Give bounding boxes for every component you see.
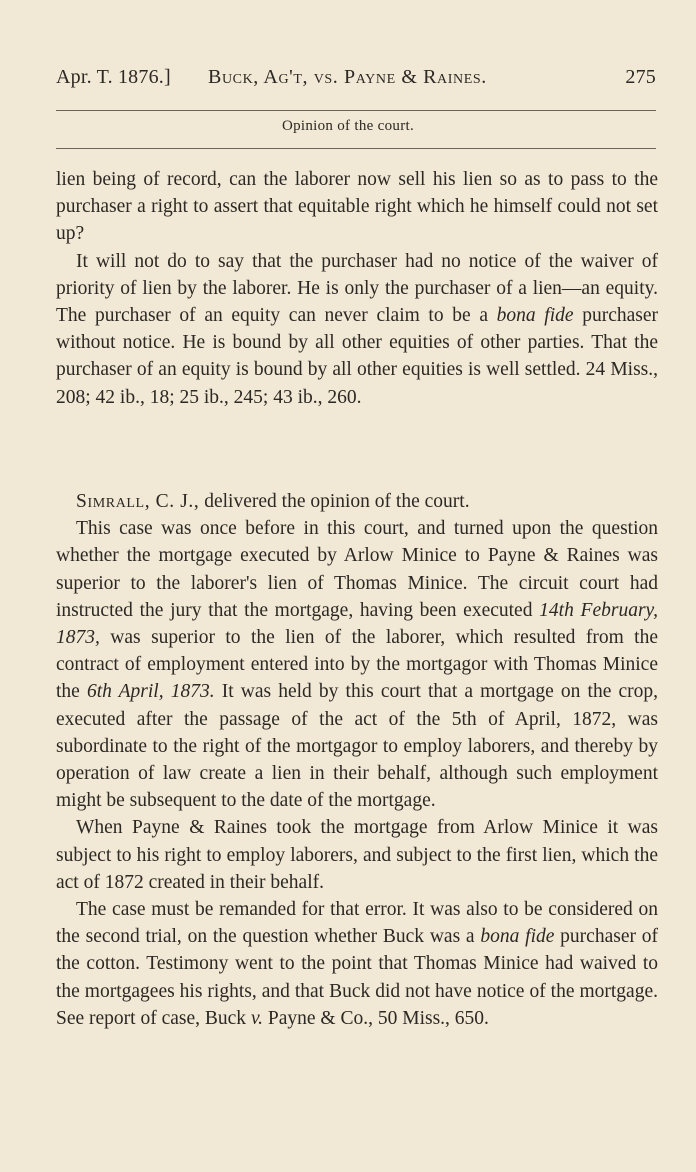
text-run: This case was once before in this court, and turned upon the question whether the mortgage executed by Arlow Minice to Payne & Raines was superior to the laborer's lien of Thomas Minice. The circuit court had instructed the jury that the mortgage, having been executed <box>56 518 658 621</box>
paragraph-continued: lien being of record, can the laborer now sell his lien so as to pass to the purchaser a right to assert that equitable right which he himself could not set up? <box>56 169 658 245</box>
bottom-rule-divider <box>56 148 656 149</box>
argument-text-block <box>56 166 658 411</box>
opinion-attribution <box>56 488 658 515</box>
text-run: purchaser without notice. He is bound by all other equities of other parties. That the purchaser of an equity is bound by all other equities is well settled. 24 Miss., 208; 42 ib., 18; 25 ib., 245; 43 ib., 260. <box>56 305 658 408</box>
running-head <box>56 66 660 94</box>
paragraph-case-history <box>56 515 658 814</box>
text-run: It will not do to say that the purchaser had no notice of the waiver of priority of lien by the laborer. He is only the purchaser of a lien—an equity. The purchaser of an equity can never claim to be a <box>56 250 658 327</box>
paragraph-remand <box>56 896 658 1032</box>
text-run: purchaser of the cotton. Testimony went to the point that Thomas Minice had waived to the mortgagees his rights, and that Buck did not have notice of the mortgage. See report of case, Buck <box>56 926 658 1029</box>
running-head-term: Apr. T. 1876.] <box>56 66 171 88</box>
paragraph-equity-argument <box>56 248 658 411</box>
text-run: It was held by this court that a mortgage on the crop, executed after the passage of the act of the 5th of April, 1872, was subordinate to the right of the mortgagor to employ laborers, and thereby by operation of law create a lien in their behalf, although such employment might be subsequent to the date of the mortgage. <box>56 681 659 812</box>
running-head-case-title: Buck, Ag't, vs. Payne & Raines. <box>208 66 487 88</box>
italic-text-run: 14th February, 1873, <box>56 599 658 649</box>
opinion-text-block <box>56 488 658 1032</box>
italic-text-run: 6th April, 1873. <box>86 681 215 703</box>
paragraph-mortgage-subject: When Payne & Raines took the mortgage from Arlow Minice it was subject to his right to employ laborers, and subject to the first lien, which the act of 1872 created in their behalf. <box>56 817 658 893</box>
italic-text-run: bona fide <box>496 305 574 327</box>
italic-text-run: bona fide <box>480 926 555 948</box>
text-run: delivered the opinion of the court. <box>199 491 470 512</box>
text-run: The case must be remanded for that error. It was also to be considered on the second trial, on the question whether Buck was a <box>56 899 658 948</box>
text-run: was superior to the lien of the laborer, which resulted from the contract of employment entered into by the mortgagor with Thomas Minice the <box>56 627 658 703</box>
justice-name: Simrall, C. J., <box>76 491 200 512</box>
section-subheading: Opinion of the court. <box>281 118 415 134</box>
page-number: 275 <box>625 66 656 88</box>
text-run: Payne & Co., 50 Miss., 650. <box>263 1007 489 1029</box>
italic-text-run: v. <box>250 1007 264 1029</box>
top-rule-divider <box>56 110 656 111</box>
